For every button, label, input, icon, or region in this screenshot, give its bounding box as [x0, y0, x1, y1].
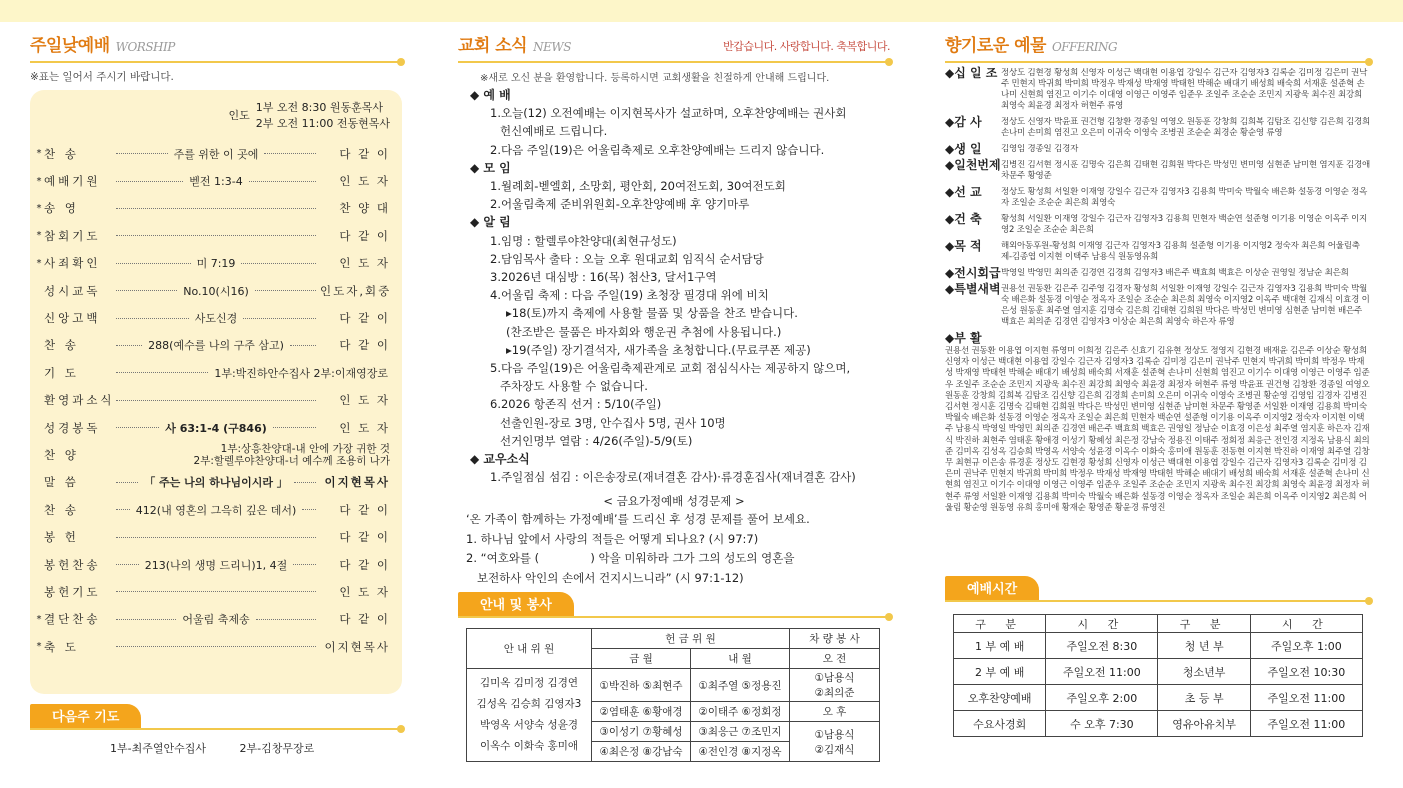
worship-item-name: 환영과소식 [44, 393, 115, 408]
times-tab: 예배시간 [945, 576, 1039, 600]
times-head-row [954, 615, 1363, 633]
news-item: 선출인원-장로 3명, 안수집사 5명, 권사 10명 [500, 415, 726, 430]
worship-item-leader: 이지현목사 [324, 475, 391, 490]
times-head-cell: 구 분 [1158, 615, 1250, 633]
offer-cur: ①박진하 ⑤최현주 [592, 669, 691, 702]
next-prayer-names [30, 740, 402, 756]
times-rule [945, 600, 1370, 602]
times-cell: 1 부 예 배 [954, 633, 1046, 659]
news-item: 4.어울림 축제 : 다음 주일(19) 초청장 필경대 위에 비치 [490, 288, 769, 303]
dot-leader [116, 591, 316, 592]
worship-item-leader: 인 도 자 [339, 393, 390, 408]
news-section [458, 30, 890, 762]
offering-row [945, 187, 1370, 209]
worship-item [34, 633, 390, 660]
worship-item-content-line: 2부:할렐루야찬양대-너 예수께 조용히 나가 [193, 454, 390, 467]
offering-row [945, 144, 1370, 155]
stand-mark: * [36, 641, 42, 653]
worship-item-name: 찬 송 [44, 502, 79, 517]
offering-row [945, 268, 1370, 279]
news-item: 2.다음 주일(19)은 어울림축제로 오후찬양예배는 드리지 않습니다. [490, 142, 825, 157]
stand-mark: * [36, 257, 42, 269]
offering-names: 황성희 서일환 이재영 강일수 김근자 김영자3 김용희 민현자 백순연 설준형 이기용 이영순 이옥주 이지영2 조일순 조순순 최은희 [1001, 214, 1368, 235]
worship-item-content: 어울림 축제송 [182, 613, 250, 627]
dot-leader [116, 345, 142, 346]
times-row [954, 685, 1363, 711]
dot-leader [302, 509, 316, 510]
worship-item-leader: 인 도 자 [339, 256, 391, 271]
offering-row [945, 241, 1370, 263]
times-head-cell: 구 분 [954, 615, 1046, 633]
stand-mark: * [36, 175, 42, 187]
worship-title-text: 주일낮예배 [30, 36, 110, 56]
worship-item-name: 참회기도 [44, 228, 101, 243]
worship-item-name: 봉 헌 [44, 530, 79, 545]
worship-item [34, 606, 390, 633]
dot-leader [116, 509, 130, 510]
car-pm-names [790, 722, 880, 762]
offering-section [945, 30, 1370, 737]
worship-item [34, 250, 390, 277]
news-title-en: NEWS [533, 40, 571, 54]
worship-item [34, 387, 390, 414]
news-item: 3.2026년 대심방 : 16(목) 첨산3, 달서1구역 [490, 270, 717, 285]
worship-item-content: 미 7:19 [196, 257, 236, 271]
dot-leader [256, 619, 316, 620]
times-cell: 수요사경회 [954, 711, 1046, 737]
next-prayer-2: 2부-김창무장로 [239, 742, 315, 755]
offering-names: 김병진 김서현 정시훈 김명숙 김은희 김태현 김희원 박다은 박성민 변미영 심현준 남미현 염지훈 김경애 차문주 황영준 [1001, 160, 1370, 181]
dot-leader [255, 290, 316, 291]
worship-item-leader: 인 도 자 [339, 174, 391, 189]
news-heading: ◆ 알 림 [470, 215, 511, 230]
worship-item-content: 사도신경 [194, 312, 238, 326]
worship-item-name: 축 도 [44, 639, 79, 654]
worship-note: ※표는 일어서 주시기 바랍니다. [30, 71, 174, 83]
offering-label: ◆특별새벽 [945, 282, 1001, 296]
worship-item-content: 412(내 영혼의 그윽히 깊은 데서) [135, 503, 297, 517]
times-cell: 영유아유치부 [1158, 711, 1250, 737]
next-prayer [30, 704, 402, 756]
top-band [0, 0, 1403, 22]
offering-label: ◆목 적 [945, 239, 982, 253]
news-item: 1.월례회-벧엘회, 소망회, 평안회, 20여전도회, 30여전도회 [490, 179, 786, 194]
worship-item-content-line: 1부:상흥찬양대-내 안에 가장 귀한 것 [220, 442, 390, 455]
times-cell: 주일오전 11:00 [1046, 659, 1158, 685]
offering-rule [945, 61, 1370, 63]
news-title-text: 교회 소식 [458, 36, 528, 56]
worship-item-leader: 인도자,회중 [320, 283, 392, 298]
news-item: 1.오늘(12) 오전예배는 이지현목사가 설교하며, 오후찬양예배는 권사회 [490, 106, 847, 121]
stand-mark: * [36, 613, 42, 625]
dot-leader [293, 564, 316, 565]
dot-leader [116, 372, 208, 373]
offering-label: ◆감 사 [945, 115, 982, 129]
worship-item-name: 성경봉독 [44, 420, 101, 435]
worship-item-leader: 다 같 이 [339, 557, 391, 572]
dot-leader [116, 619, 176, 620]
times-cell: 수 오후 7:30 [1046, 711, 1158, 737]
offering-label: ◆부 활 [945, 331, 982, 345]
offering-row [945, 68, 1370, 112]
worship-item-content: 1부:박진하안수집사 2부:이재영장로 [214, 366, 388, 380]
quiz-line: 보전하사 악인의 손에서 건지시느니라” (시 97:1-12) [466, 570, 744, 585]
dot-leader [116, 537, 316, 538]
news-item: 주차장도 사용할 수 없습니다. [500, 379, 648, 394]
worship-item [34, 167, 390, 194]
worship-item [34, 551, 390, 578]
greeting-row [34, 100, 390, 132]
worship-order-list [34, 140, 390, 660]
car-name: ②김재식 [814, 743, 855, 756]
times-cell: 청 년 부 [1158, 633, 1250, 659]
worship-item-name: 성시교독 [44, 283, 101, 298]
dot-leader [116, 564, 139, 565]
worship-item-name: 봉헌찬송 [44, 557, 101, 572]
times-head-cell: 시 간 [1250, 615, 1362, 633]
news-heading: ◆ 교우소식 [470, 452, 530, 467]
worship-item-content: 「 주는 나의 하나님이시라 」 [144, 476, 288, 490]
next-prayer-tab: 다음주 기도 [30, 704, 141, 728]
offering-list [945, 68, 1370, 328]
worship-item-content: 사 63:1-4 (구846) [165, 421, 267, 435]
quiz-list [458, 510, 890, 588]
times-row [954, 659, 1363, 685]
offering-easter-names: 권용선 권동환 이용엽 이지현 류영미 이희정 김은주 신효기 김유현 정상도 정영지 김현경 배재윤 김은주 이상순 황성희 신영자 이성근 백대현 이용엽 강일수 김근자 김영자3 김록순 김미정 김은미 권낙주 민현지 박귀희 박미희 박정우 박재성 박재영 박태헌 박해순 배대기 배성희 배숙희 서재훈 설준혁 손나미 신현희 염진고 이기수 이대영 이영근 이영주 임준우 조일주 조순순 조민지 지광욱 최수진 최강희 최영숙 최윤경 최정자 허현주 류영 박윤표 권건형 김창환 경종일 여영오 원동훈 강창희 김희복 김탐조 김신향 김은희 김경희 손미희 오은미 이귀숙 이영숙 조병권 황순영 김영임 김경자 김병진 김서현 정시훈 김명숙 김태현 김희원 박다은 박성민 변미영 심현준 남미현 차문주 황영준 서일환 이재영 김용희 박미숙 박월숙 배은화 설동경 이영순 정옥자 조일순 최은희 민현자 백순연 설준형 이기용 이옥주 이지영2 정숙자 이지현 이택주 남용식 박영일 박영민 최의준 김경연 배은주 백효희 백효은 권영일 정남순 이효경 이은성 최주열 염지훈 하은자 김재식 박진하 최현주 염태훈 황애경 이성기 황혜성 최은정 강남숙 정용진 이태주 정회정 최응근 전인경 지정옥 남용식 최의준 김미옥 김성옥 김승희 박영옥 서양숙 성윤경 이옥수 이화숙 홍미애 원동훈 전동현 이지현 박진하 이재영 최주열 김창무 최현규 이은송 류경훈 정상도 김현경 황성희 신영자 이성근 백대현 이용엽 강일수 김근자 김영자3 김록순 김미정 김은미 권낙주 민현지 박귀희 박미희 박정우 박재성 박재영 박태헌 박해순 배대기 배성희 배숙희 서재훈 설준혁 손나미 신현희 염진고 이기수 이대영 이영근 이영주 임준우 조일주 조순순 조민지 지광욱 최수진 최강희 최영숙 최윤경 최정자 허현주 류영 서일환 이재영 김용희 박미숙 박월숙 배은화 설동경 이영순 정옥자 조일순 최은희 이옥주 이지영2 최은희 어울림 황순영 원동영 유희 홍미애 황재순 황영준 황윤경 류영진 [945, 346, 1370, 513]
news-heading: ◆ 모 임 [470, 160, 511, 175]
month-next-head: 내 월 [691, 649, 790, 669]
quiz-line: 1. 하나님 앞에서 사랑의 적들은 어떻게 되나요? (시 97:7) [466, 531, 759, 546]
worship-item-name: 송 영 [44, 201, 79, 216]
car-am-names [790, 669, 880, 702]
dot-leader [116, 235, 316, 236]
worship-item-content [112, 443, 390, 467]
worship-item-leader: 이지현목사 [324, 639, 390, 654]
offering-label: ◆십 일 조 [945, 66, 998, 80]
month-cur-head: 금 월 [592, 649, 691, 669]
offering-title-en: OFFERING [1051, 40, 1118, 54]
news-item: ▸18(토)까지 축제에 사용할 물품 및 상품을 찬조 받습니다. [506, 306, 798, 321]
news-item: 선거인명부 열람 : 4/26(주일)-5/9(토) [500, 433, 693, 448]
worship-order-panel [30, 90, 402, 694]
dot-leader [243, 318, 316, 319]
times-cell: 주일오전 11:00 [1250, 685, 1362, 711]
worship-item [34, 523, 390, 550]
quiz-line: 2. “여호와를 ( ) 악을 미워하라 그가 그의 성도의 영혼을 [466, 551, 795, 566]
worship-section [30, 30, 402, 756]
times-row [954, 633, 1363, 659]
car-head: 차 량 봉 사 [790, 629, 880, 649]
news-list [458, 86, 890, 486]
worship-item [34, 140, 390, 167]
dot-leader [116, 400, 316, 401]
worship-item-leader: 찬 양 대 [339, 201, 390, 216]
worship-item-leader: 인 도 자 [339, 420, 391, 435]
worship-item-name: 찬 송 [44, 338, 79, 353]
worship-item [34, 304, 390, 331]
next-prayer-1: 1부-최주열안수집사 [110, 742, 206, 755]
guide-row: 박영옥 서양숙 성윤경 [480, 719, 578, 732]
news-slogan: 반갑습니다. 사랑합니다. 축복합니다. [723, 40, 890, 53]
guide-names [467, 669, 592, 762]
offering-names: 정상도 황성희 서일환 이재영 강일수 김근자 김영자3 김용희 박미숙 박월숙 배은화 설동경 이영순 정옥자 조일순 조순순 최은희 최영숙 [1001, 187, 1368, 208]
guide-row: 이옥수 이화숙 홍미애 [480, 740, 578, 753]
worship-item [34, 277, 390, 304]
dot-leader [264, 153, 316, 154]
quiz-line: ‘온 가족이 함께하는 가정예배’를 드리신 후 성경 문제를 풀어 보세요. [466, 512, 810, 527]
worship-item [34, 414, 390, 441]
worship-item-name: 예배기원 [44, 174, 101, 189]
worship-item-name: 말 씀 [44, 475, 79, 490]
dot-leader [116, 208, 316, 209]
dot-leader [116, 153, 168, 154]
worship-item-name: 결단찬송 [44, 612, 101, 627]
times-head-cell: 시 간 [1046, 615, 1158, 633]
dot-leader [290, 345, 316, 346]
offering-row [945, 160, 1370, 182]
offering-row-easter [945, 333, 1370, 344]
dot-leader [294, 482, 316, 483]
dot-leader [249, 181, 316, 182]
worship-item-content: 288(예수를 나의 구주 삼고) [148, 339, 284, 353]
offer-head: 헌 금 위 원 [592, 629, 790, 649]
serve-table [466, 628, 880, 762]
worship-item-content: 주를 위한 이 곳에 [173, 147, 259, 161]
worship-item-name: 찬 송 [44, 146, 79, 161]
worship-rule [30, 61, 402, 63]
dot-leader [116, 290, 177, 291]
worship-item-name: 신앙고백 [44, 311, 101, 326]
serve-tab: 안내 및 봉사 [458, 592, 574, 616]
dot-leader [116, 482, 138, 483]
car-am-head: 오 전 [790, 649, 880, 669]
times-cell: 주일오전 8:30 [1046, 633, 1158, 659]
worship-title [30, 30, 402, 56]
times-cell: 청소년부 [1158, 659, 1250, 685]
times-section [945, 576, 1370, 737]
news-item: ▸19(주일) 장기결석자, 새가족을 초청합니다.(무료쿠폰 제공) [506, 342, 811, 357]
news-item: 1.임명 : 할렐루야찬양대(최현규성도) [490, 233, 677, 248]
dot-leader [116, 263, 191, 264]
greeting-line-2: 2부 오전 11:00 전동현목사 [255, 117, 390, 130]
greeting-line-1: 1부 오전 8:30 원동훈목사 [255, 101, 383, 114]
offering-row [945, 214, 1370, 236]
worship-item-leader: 다 같 이 [339, 146, 390, 161]
worship-item [34, 469, 390, 496]
offer-next: ①최주열 ⑤정용진 [691, 669, 790, 702]
offering-label: ◆건 축 [945, 212, 982, 226]
offering-names: 정상도 신영자 박윤표 권건형 김창환 경종일 여영오 원동훈 강창희 김희복 김탐조 김신향 김은희 김경희 손나미 손미희 염진고 오은미 이귀숙 이영숙 조병권 조순순 최경순 황순영 류영 [1001, 117, 1370, 138]
offering-title [945, 30, 1370, 56]
offering-title-text: 향기로운 예물 [945, 36, 1046, 56]
worship-item-leader: 다 같 이 [339, 502, 391, 517]
news-item: 2.담임목사 출타 : 오늘 오후 원대교회 임직식 순서담당 [490, 251, 764, 266]
offer-next: ③최응근 ⑦조민지 [691, 722, 790, 742]
offering-names: 정상도 김현경 황성희 신영자 이성근 백대현 이용엽 강일수 김근자 김영자3 김록순 김미정 김은미 권낙주 민현지 박귀희 박미희 박정우 박재성 박재영 박태헌 박해순 배대기 배성희 배숙희 서재훈 설준혁 손나미 신현희 염진고 이기수 이대영 이영근 이영주 임준우 조일주 조순순 조민지 지광욱 최수진 최강희 최영숙 최윤경 최정자 허현주 류영 [1001, 68, 1368, 111]
greeting-label: 인도 [228, 109, 250, 122]
news-item: 6.2026 항존직 선거 : 5/10(주일) [490, 397, 662, 412]
offering-row [945, 284, 1370, 328]
worship-item-leader: 다 같 이 [339, 228, 390, 243]
offering-label: ◆선 교 [945, 185, 982, 199]
offer-next: ④전인경 ⑧지정옥 [691, 742, 790, 762]
news-note: ※새로 오신 분을 환영합니다. 등록하시면 교회생활을 친절하게 안내해 드립니다. [480, 73, 830, 84]
worship-item-name: 봉헌기도 [44, 584, 101, 599]
times-cell: 주일오후 1:00 [1250, 633, 1362, 659]
worship-item-name: 기 도 [44, 365, 79, 380]
times-cell: 주일오전 11:00 [1250, 711, 1362, 737]
worship-item-leader: 인 도 자 [339, 584, 390, 599]
worship-item-name: 사죄확인 [44, 256, 101, 271]
stand-mark: * [36, 230, 42, 242]
offering-names: 박영일 박영민 최의준 김경연 김경희 김영자3 배은주 백효희 백효은 이상순 권영일 정남순 최은희 [1001, 268, 1349, 278]
worship-item [34, 496, 390, 523]
worship-item-content: No.10(시16) [183, 284, 249, 298]
next-prayer-rule [30, 728, 402, 730]
worship-item-leader: 다 같 이 [339, 311, 391, 326]
times-cell: 초 등 부 [1158, 685, 1250, 711]
worship-item-leader: 다 같 이 [339, 338, 391, 353]
times-cell: 주일오후 2:00 [1046, 685, 1158, 711]
offering-label: ◆전시회급 [945, 266, 1001, 280]
dot-leader [116, 427, 159, 428]
guide-row: 김성옥 김승희 김영자3 [476, 698, 582, 711]
stand-mark: * [36, 148, 42, 160]
serve-rule [458, 616, 890, 618]
news-item: 1.주일점심 섬김 : 이은송장로(재녀결혼 감사)·류경훈집사(재녀결혼 감사) [490, 470, 856, 485]
dot-leader [116, 181, 183, 182]
offering-label: ◆일천번제 [945, 158, 1001, 172]
offer-cur: ②염태훈 ⑥황애경 [592, 702, 691, 722]
times-cell: 주일오전 10:30 [1250, 659, 1362, 685]
worship-item-leader: 다 같 이 [339, 530, 390, 545]
news-heading: ◆ 예 배 [470, 88, 511, 102]
offering-names: 해외아동후원-황성희 이재영 김근자 김영자3 김용희 설준형 이기용 이지영2 정숙자 최은희 어울림축제-김종엽 이지현 이택주 남용식 원동영유희 [1001, 241, 1360, 262]
dot-leader [241, 263, 316, 264]
quiz-title: < 금요가정예배 성경문제 > [603, 494, 745, 509]
dot-leader [273, 427, 316, 428]
news-title [458, 30, 890, 56]
worship-item-content: 213(나의 생명 드리니)1, 4절 [144, 558, 288, 572]
serve-section [458, 592, 890, 762]
worship-title-en: WORSHIP [115, 40, 175, 54]
times-cell: 오후찬양예배 [954, 685, 1046, 711]
times-cell: 2 부 예 배 [954, 659, 1046, 685]
worship-item [34, 222, 390, 249]
car-pm-head: 오 후 [790, 702, 880, 722]
worship-item [34, 441, 390, 468]
offer-next: ②이태주 ⑥정회정 [691, 702, 790, 722]
worship-item [34, 578, 390, 605]
car-name: ①남용식 [814, 728, 855, 741]
guide-row: 김미옥 김미정 김경연 [480, 677, 578, 690]
dot-leader [116, 646, 316, 647]
offer-cur: ④최은정 ⑧강남숙 [592, 742, 691, 762]
offering-row [945, 117, 1370, 139]
car-name: ②최의준 [814, 687, 855, 700]
news-rule [458, 61, 890, 63]
car-name: ①남용식 [814, 672, 855, 685]
guide-head: 안 내 위 원 [467, 629, 592, 669]
offering-label: ◆생 일 [945, 142, 982, 156]
times-row [954, 711, 1363, 737]
times-table [953, 614, 1363, 737]
dot-leader [116, 318, 189, 319]
news-item: 헌신예배로 드립니다. [500, 124, 608, 139]
worship-item-name: 찬 양 [44, 447, 79, 462]
worship-item [34, 195, 390, 222]
worship-item [34, 359, 390, 386]
offering-names: 권용선 권동환 김은주 김주영 김경자 황성희 서일환 이재영 강일수 김근자 김영자3 김용희 박미숙 박월숙 배은화 설동경 이영순 정옥자 조일순 조순순 최은희 최영숙 이지영2 이옥주 백대현 김재식 이효경 이은성 원동훈 최주열 염지훈 김명숙 김은희 김태현 김희원 박다은 박성민 변미영 심현준 남미현 배은주 백효은 최의준 김경연 김영자3 이상순 최은희 최영숙 하은자 류영 [1001, 284, 1370, 327]
offer-cur: ③이성기 ⑦황혜성 [592, 722, 691, 742]
worship-item-leader: 다 같 이 [339, 612, 391, 627]
offering-names: 김영임 경종일 김경자 [1001, 144, 1079, 154]
news-item: 5.다음 주일(19)은 어울림축제관계로 교회 점심식사는 제공하지 않으며, [490, 361, 851, 376]
stand-mark: * [36, 202, 42, 214]
news-item: (찬조받은 물품은 바자회와 행운권 추첨에 사용됩니다.) [506, 324, 782, 339]
worship-item [34, 332, 390, 359]
news-item: 2.어울림축제 준비위원회-오후찬양예배 후 양기마루 [490, 197, 750, 212]
worship-item-content: 벧전 1:3-4 [189, 175, 243, 189]
